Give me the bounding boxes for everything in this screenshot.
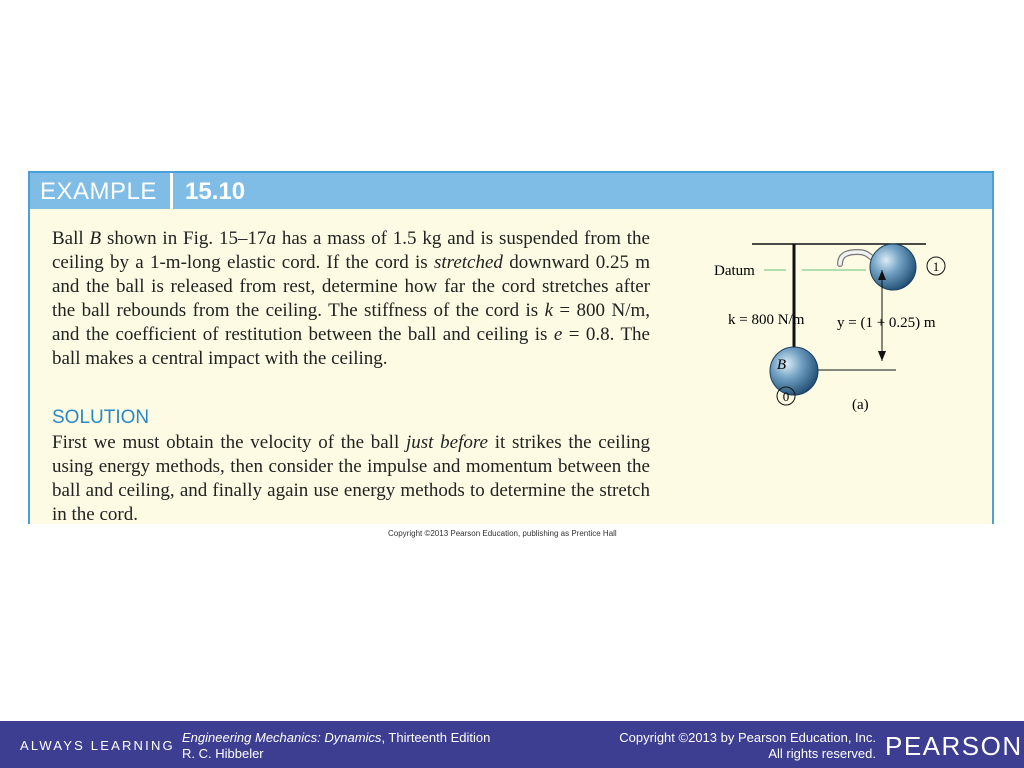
header-divider [170, 173, 173, 209]
datum-label: Datum [714, 263, 755, 279]
text-run: First we must obtain the velocity of the ball [52, 432, 406, 453]
italic-term: just before [405, 432, 488, 453]
book-edition: , Thirteenth Edition [381, 730, 491, 745]
solution-heading: SOLUTION [52, 407, 150, 428]
book-title: Engineering Mechanics: Dynamics [182, 730, 382, 745]
text-run: it strikes the ceiling using energy methods, then consider the impulse and momentum between the ball and ceiling, and finally again use energy methods to determine the stretch in the cord. [52, 432, 651, 525]
italic-term: k [544, 300, 554, 321]
example-header [30, 173, 992, 209]
copyright-caption: Copyright ©2013 Pearson Education, publishing as Prentice Hall [388, 529, 617, 538]
solution-text [52, 431, 650, 527]
example-panel [28, 171, 994, 524]
stiffness-label: k = 800 N/m [728, 312, 805, 328]
copyright-line-2: All rights reserved. [768, 746, 876, 761]
problem-statement [52, 227, 650, 371]
copyright-line-1: Copyright ©2013 by Pearson Education, Inc. [619, 730, 876, 745]
italic-term: a [266, 228, 276, 249]
author-name: R. C. Hibbeler [182, 746, 264, 761]
book-title-line [182, 730, 490, 745]
y-dimension-label: y = (1 + 0.25) m [837, 315, 936, 331]
position-1-label: 1 [932, 259, 940, 274]
text-run: = 0.8. The ball makes a central impact with the ceiling. [52, 324, 650, 369]
position-0-label: 0 [782, 389, 790, 404]
ball-B-label: B [776, 357, 786, 373]
figure-15-17a [690, 228, 990, 418]
text-run: Ball [52, 228, 90, 249]
footer-bar [0, 721, 1024, 768]
dimension-arrow-bottom [878, 351, 886, 361]
text-run: = 800 N/m, and the coefficient of restitution between the ball and ceiling is [52, 300, 651, 345]
italic-term: e [553, 324, 563, 345]
text-run: downward 0.25 m and the ball is released from rest, determine how far the cord stretches after the ball rebounds from the ceiling. The stiffness of the cord is [52, 252, 651, 321]
italic-term: B [89, 228, 102, 249]
pearson-logo: PEARSON [885, 731, 1023, 761]
example-number: 15.10 [185, 178, 246, 205]
text-run: shown in Fig. 15–17 [101, 228, 267, 249]
example-label: EXAMPLE [40, 178, 157, 205]
figure-caption: (a) [852, 397, 869, 413]
italic-term: stretched [433, 252, 503, 273]
always-learning-tagline: ALWAYS LEARNING [20, 738, 175, 753]
text-run: has a mass of 1.5 kg and is suspended from the ceiling by a 1-m-long elastic cord. If the cord is [52, 228, 650, 273]
ball-position-1 [870, 244, 916, 290]
